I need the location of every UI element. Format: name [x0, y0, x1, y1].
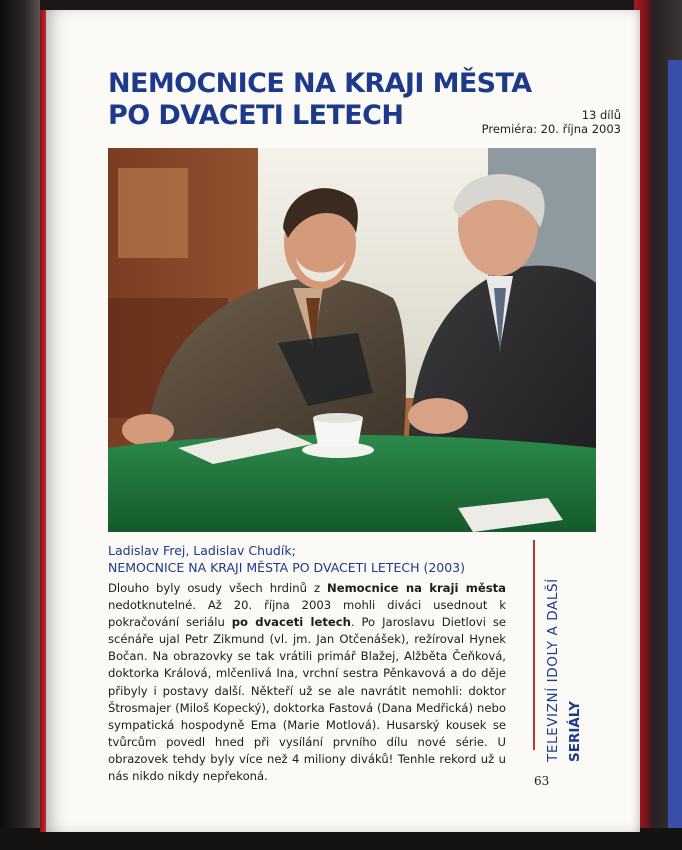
- body-bold-series-name: Nemocnice na kraji města: [327, 581, 506, 595]
- book-left-edge: [0, 0, 40, 850]
- caption-actors: Ladislav Frej, Ladislav Chudík;: [108, 543, 296, 558]
- body-text-part-3: . Po Jaroslavu Dietlovi se scénáře ujal Petr Zikmund (vl. jm. Jan Otčenášek), režíroval Hynek Bočan. Na obrazovky se tak vrátili primář Blažej, Alžběta Čeňková, doktorka Králová, mlčenlivá Ina, vrchní sestra Pěnkavová a do děje přibyly i postavy další. Někteří už se ale navrátit nemohli: doktor Štrosmajer (Miloš Kopecký), doktorka Fastová (Dana Medřická) nebo sympatická hospodyně Ema (Marie Motlová). Husarský kousek se tvůrcům povedl hned při vysílání prvního dílu nové série. U obrazovek tehdy byly více než 4 miliony diváků! Tenhle rekord už u nás nikdo nikdy nepřekoná.: [108, 615, 507, 784]
- book-right-edge: [634, 0, 682, 850]
- premiere-date: Premiéra: 20. října 2003: [481, 122, 621, 136]
- episode-meta: [482, 108, 621, 136]
- sidebar-subsection-label: SERIÁLY: [567, 700, 583, 762]
- page-number: 63: [534, 774, 550, 788]
- book-cover-blue-strip: [668, 60, 682, 840]
- body-bold-after-twenty-years: po dvaceti letech: [231, 615, 351, 630]
- sidebar-red-rule: [533, 540, 535, 750]
- photo-two-men-at-table-icon: [108, 148, 596, 532]
- page-title: [108, 68, 532, 132]
- body-text-part-2: nedotknutelné. Až 20. října 2003 mohli diváci usednout k pokračování seriálu: [108, 598, 506, 630]
- title-line-1: NEMOCNICE NA KRAJI MĚSTA: [108, 68, 532, 99]
- title-line-2: PO DVACETI LETECH: [108, 100, 404, 131]
- page-spine-red-strip: [40, 10, 46, 832]
- body-text-part-1: Dlouho byly osudy všech hrdinů z: [108, 581, 328, 595]
- episode-count: 13 dílů: [581, 108, 621, 122]
- caption-film-title: NEMOCNICE NA KRAJI MĚSTA PO DVACETI LETECH (2003): [108, 560, 466, 575]
- sidebar-section-text: TELEVIZNÍ IDOLY A DALŠÍ: [545, 578, 561, 762]
- sidebar-section-label: [544, 578, 562, 762]
- body-paragraph: [108, 580, 506, 785]
